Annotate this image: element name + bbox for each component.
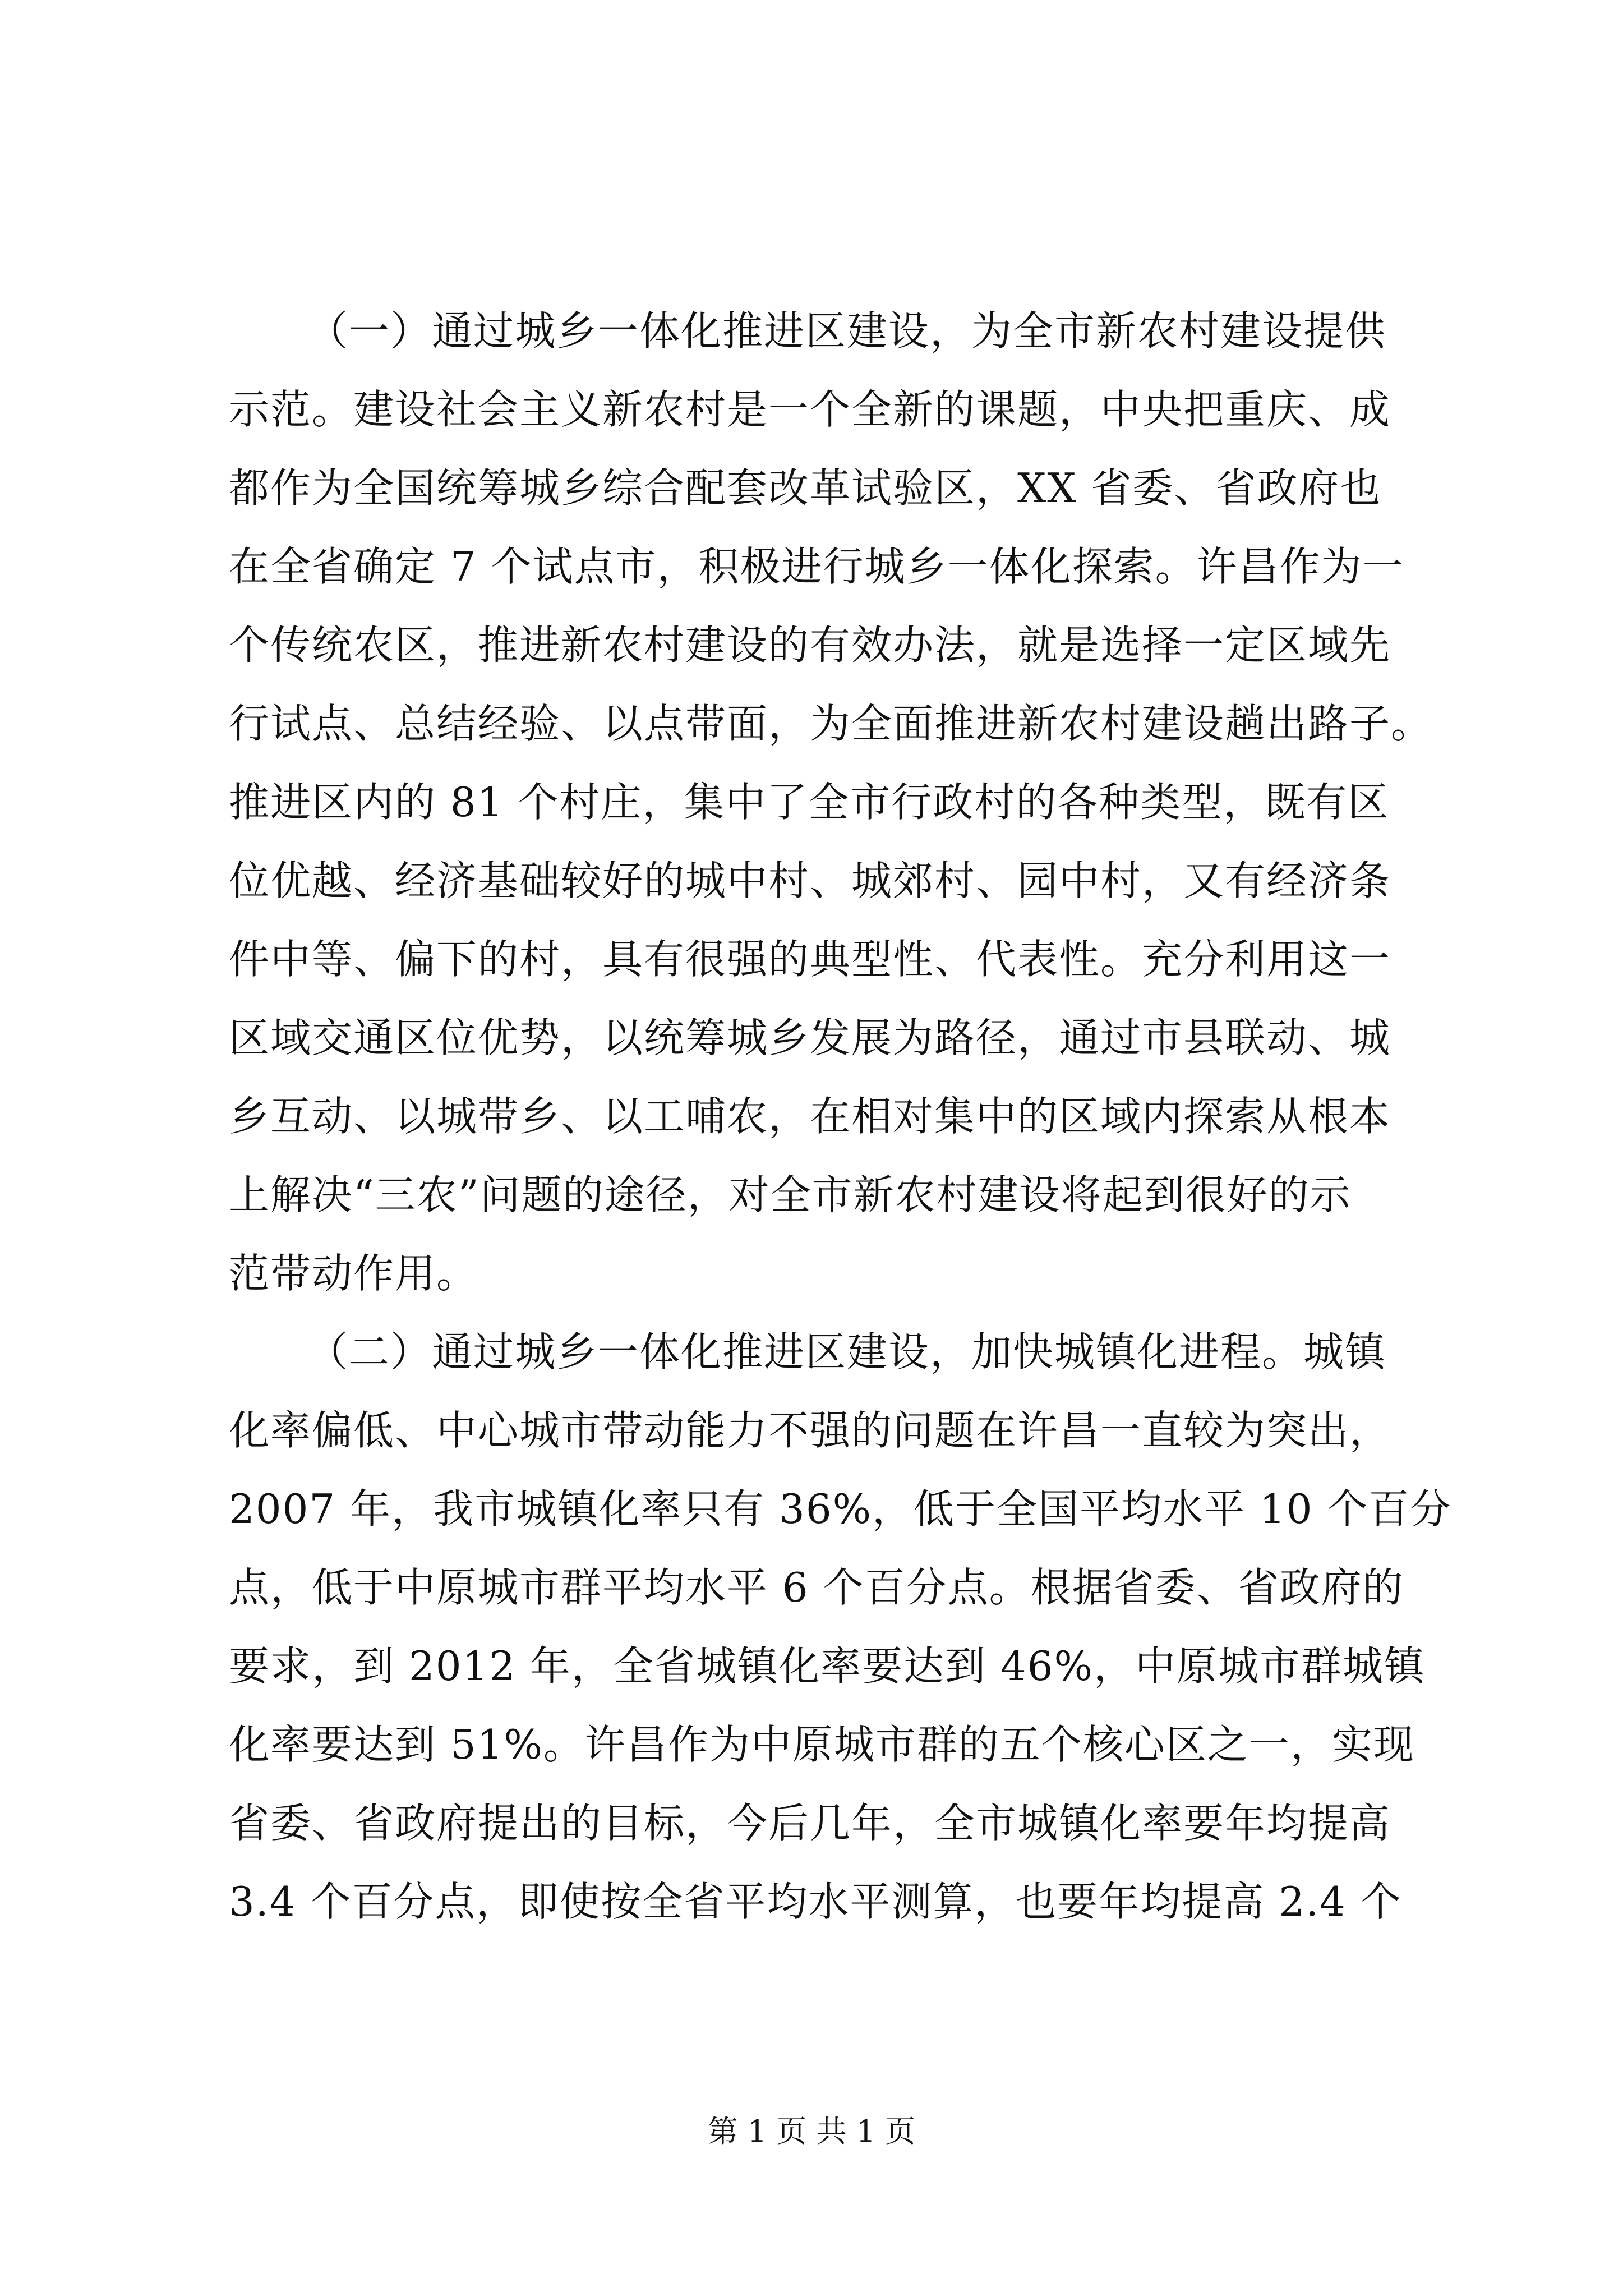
text-line: 都作为全国统筹城乡综合配套改革试验区，XX 省委、省政府也: [229, 464, 1382, 512]
text-line: 2007 年，我市城镇化率只有 36%，低于全国平均水平 10 个百分: [229, 1485, 1452, 1533]
text-line: 上解决“三农”问题的途径，对全市新农村建设将起到很好的示: [229, 1171, 1352, 1218]
text-line: 位优越、经济基础较好的城中村、城郊村、园中村，又有经济条: [229, 857, 1391, 904]
text-line: 在全省确定 7 个试点市，积极进行城乡一体化探索。许昌作为一: [229, 543, 1404, 590]
page-footer: 第 1 页 共 1 页: [707, 2114, 916, 2149]
text-line: 要求，到 2012 年，全省城镇化率要达到 46%，中原城市群城镇: [229, 1642, 1426, 1690]
text-line: 行试点、总结经验、以点带面，为全面推进新农村建设趟出路子。: [229, 700, 1433, 747]
text-line: 省委、省政府提出的目标，今后几年，全市城镇化率要年均提高: [229, 1800, 1391, 1847]
text-line: 示范。建设社会主义新农村是一个全新的课题，中央把重庆、成: [229, 386, 1391, 433]
text-line: 范带动作用。: [229, 1250, 478, 1297]
text-line: 件中等、偏下的村，具有很强的典型性、代表性。充分利用这一: [229, 936, 1391, 983]
text-line: 化率偏低、中心城市带动能力不强的问题在许昌一直较为突出，: [229, 1407, 1391, 1454]
text-line: 个传统农区，推进新农村建设的有效办法，就是选择一定区域先: [229, 622, 1391, 669]
text-line: 化率要达到 51%。许昌作为中原城市群的五个核心区之一，实现: [229, 1721, 1415, 1768]
text-line: （一）通过城乡一体化推进区建设，为全市新农村建设提供: [307, 307, 1387, 355]
text-line: 推进区内的 81 个村庄，集中了全市行政村的各种类型，既有区: [229, 779, 1390, 826]
text-line: 区域交通区位优势，以统筹城乡发展为路径，通过市县联动、城: [229, 1014, 1391, 1061]
text-line: 点，低于中原城市群平均水平 6 个百分点。根据省委、省政府的: [229, 1564, 1404, 1611]
text-line: （二）通过城乡一体化推进区建设，加快城镇化进程。城镇: [307, 1328, 1387, 1375]
text-line: 乡互动、以城带乡、以工哺农，在相对集中的区域内探索从根本: [229, 1093, 1391, 1140]
text-line: 3.4 个百分点，即使按全省平均水平测算，也要年均提高 2.4 个: [229, 1878, 1402, 1925]
